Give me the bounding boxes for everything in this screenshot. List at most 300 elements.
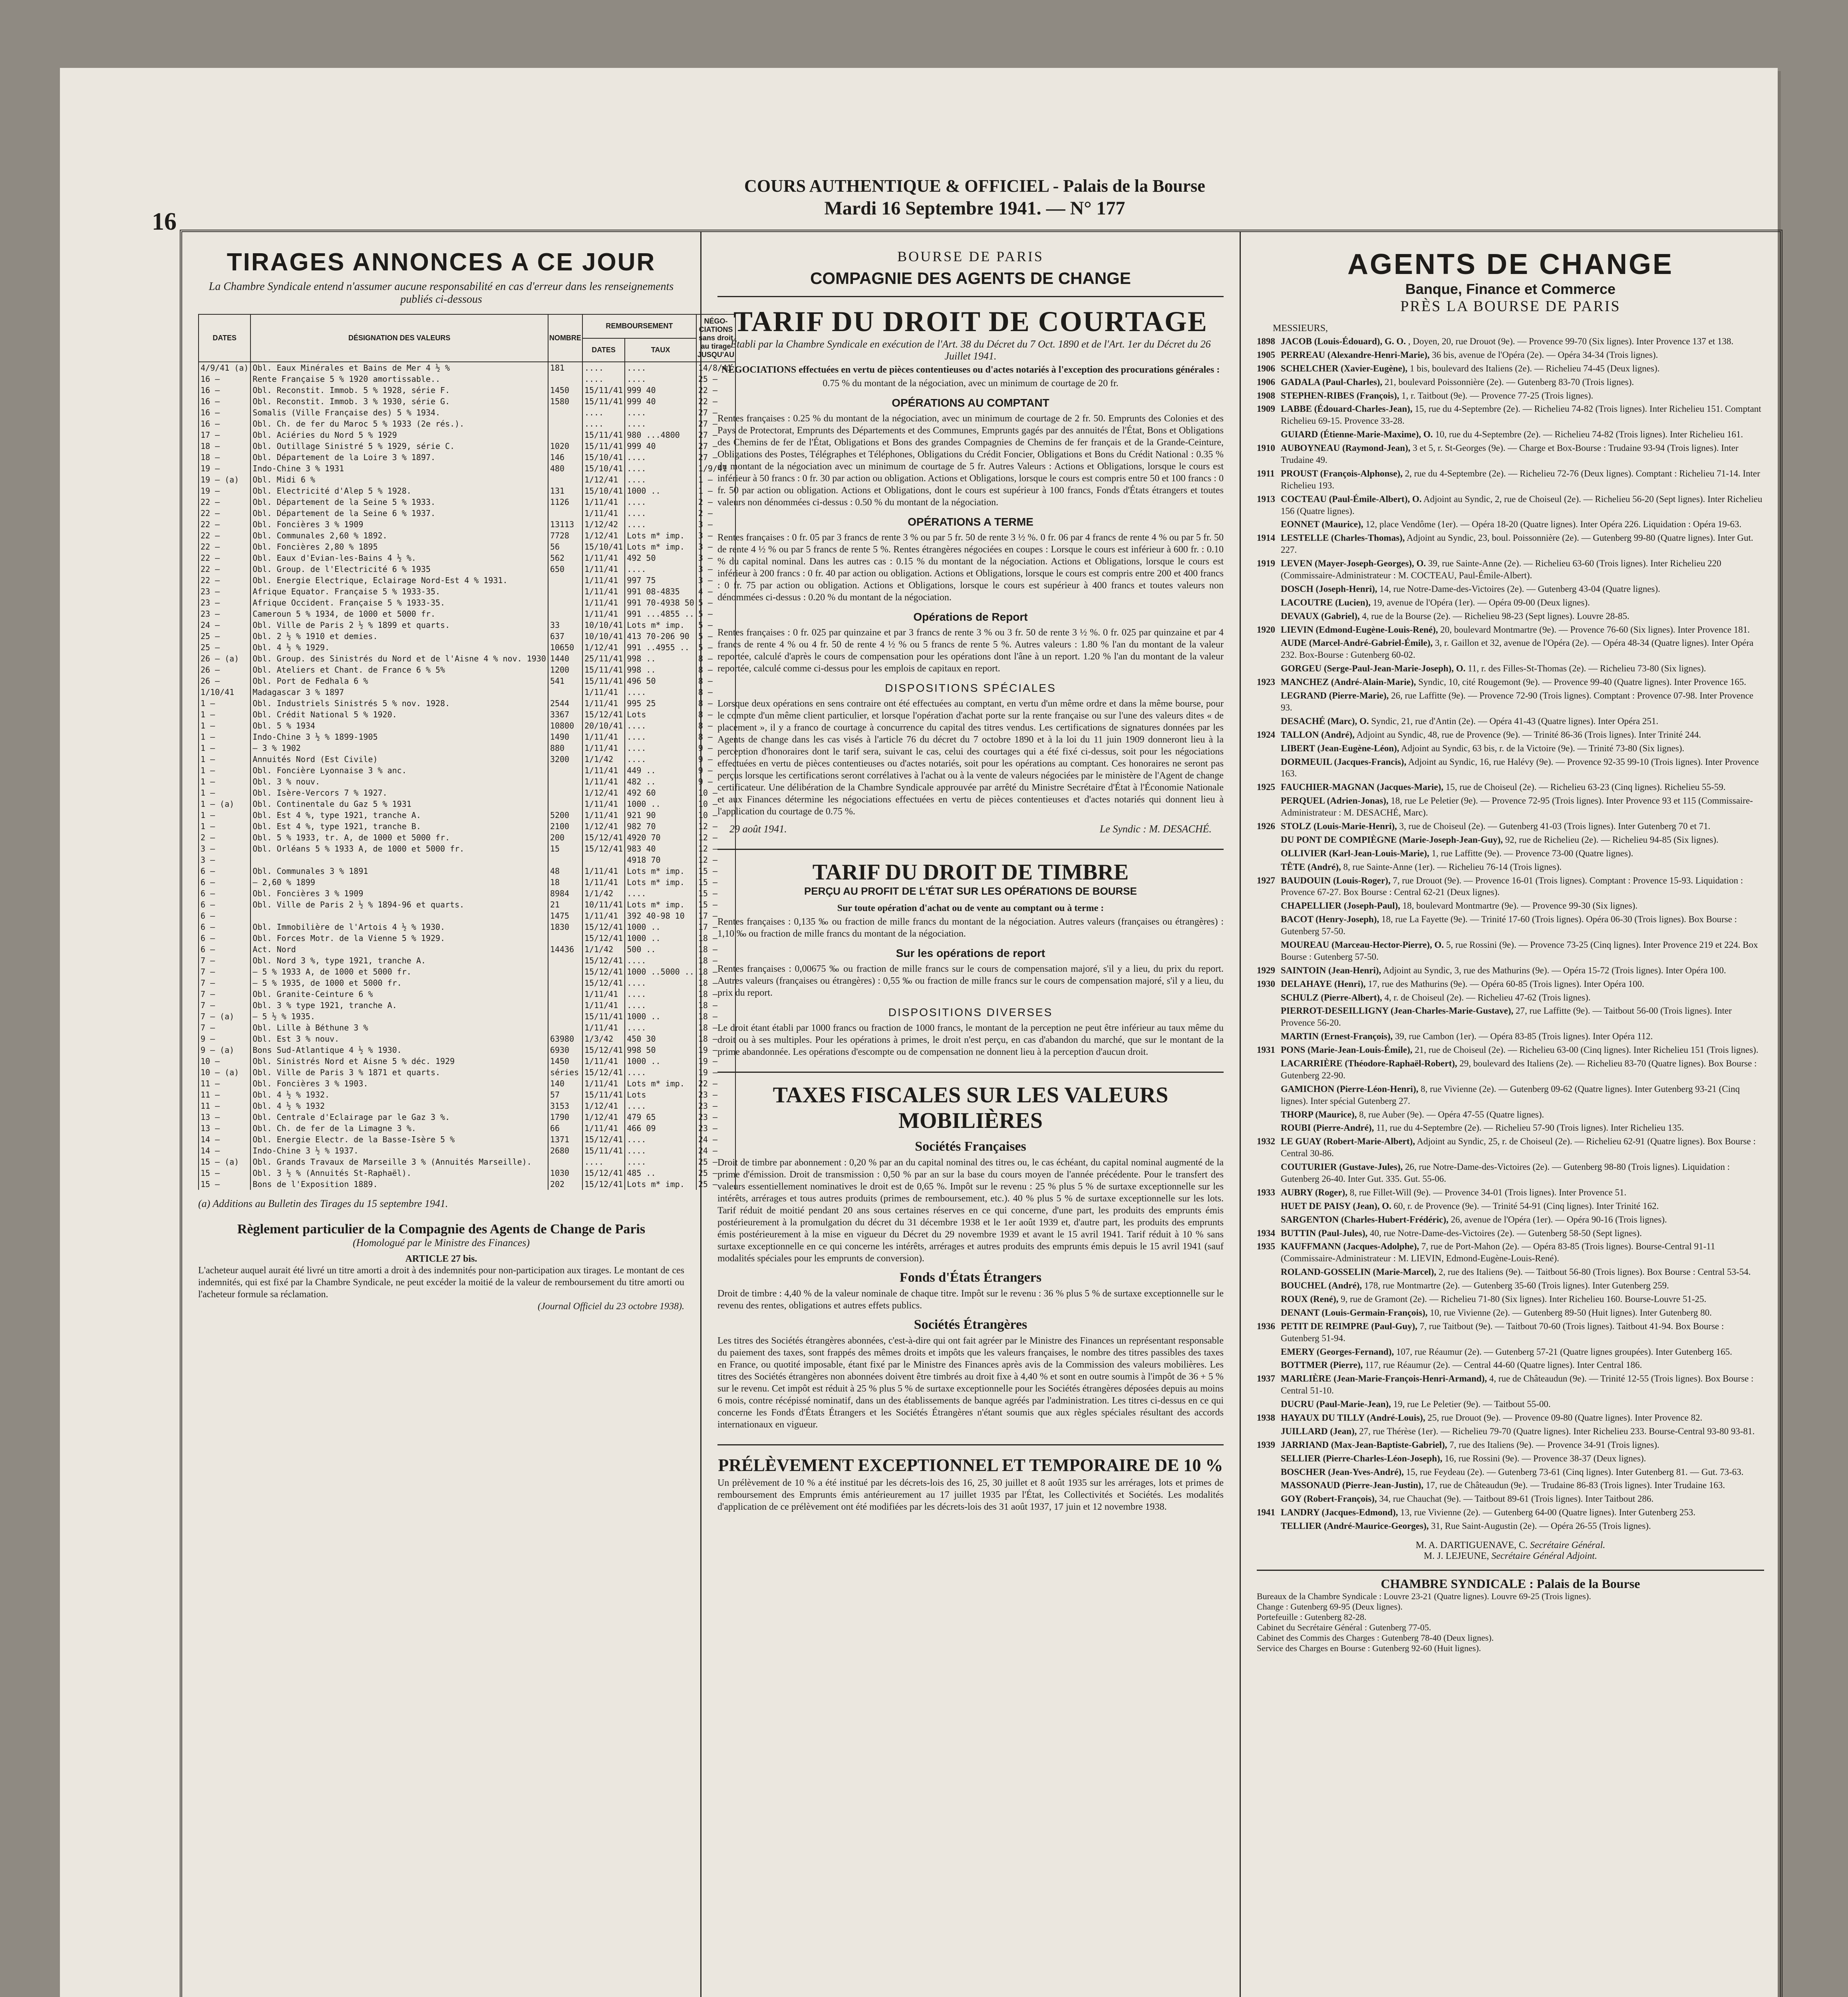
- reglement-title: Règlement particulier de la Compagnie des Agents de Change de Paris: [237, 1222, 646, 1237]
- agent-year: 1941: [1257, 1507, 1275, 1518]
- table-cell: Obl. Foncière Lyonnaise 3 % anc.: [250, 765, 548, 776]
- table-cell: 1371: [548, 1134, 582, 1145]
- table-row: [199, 385, 735, 396]
- table-row: [199, 608, 735, 619]
- taxes-title: TAXES FISCALES SUR LES VALEURS MOBILIÈRES: [717, 1072, 1224, 1133]
- agent-entry: [1257, 1425, 1764, 1437]
- agent-name: MASSONAUD (Pierre-Jean-Justin),: [1281, 1480, 1424, 1491]
- table-cell: Obl. Port de Fedhala 6 %: [250, 675, 548, 687]
- agent-year: [1257, 1083, 1281, 1107]
- agent-entry: [1257, 834, 1764, 846]
- agent-text: [1281, 518, 1741, 530]
- agent-details: 2, rue des Italiens (9e). — Taitbout 56-80 (Trois lignes). Box Bourse : Central 53-54.: [1439, 1267, 1751, 1277]
- agent-year: [1257, 756, 1281, 780]
- agent-text: [1281, 390, 1593, 402]
- table-cell: ....: [625, 519, 696, 530]
- table-cell: ....: [625, 955, 696, 966]
- agent-name: PONS (Marie-Jean-Louis-Émile),: [1281, 1045, 1413, 1055]
- table-cell: 48: [548, 865, 582, 877]
- agent-details: Adjoint au Syndic, 2, rue de Choiseul (2e). — Richelieu 56-20 (Sept lignes). Inter Richelieu 156 (Quatre lignes).: [1281, 494, 1763, 516]
- agent-text: [1281, 493, 1764, 517]
- table-cell: 982 70: [625, 821, 696, 832]
- tirages-subtitle: La Chambre Syndicale entend n'assumer aucune responsabilité en cas d'erreur dans les renseignements publiés ci-dessous: [209, 280, 674, 306]
- agent-year: [1257, 1520, 1281, 1532]
- agent-year: [1257, 597, 1281, 609]
- agent-year: [1257, 1161, 1281, 1185]
- agent-year: 1919: [1257, 558, 1275, 569]
- table-cell: 15/11/41: [582, 396, 625, 407]
- table-row: [199, 441, 735, 452]
- agent-text: [1281, 875, 1764, 899]
- agent-name: MANCHEZ (André-Alain-Marie),: [1281, 677, 1416, 687]
- table-cell: 3 —: [696, 541, 735, 552]
- table-cell: 18 —: [696, 989, 735, 1000]
- agent-year: 1909: [1257, 404, 1275, 414]
- agent-name: LANDRY (Jacques-Edmond),: [1281, 1507, 1398, 1518]
- table-row: [199, 888, 735, 899]
- agent-entry: [1257, 1359, 1764, 1371]
- agent-name: HUET DE PAISY (Jean), O.: [1281, 1201, 1391, 1211]
- agent-details: 12, place Vendôme (1er). — Opéra 18-20 (Quatre lignes). Inter Opéra 226. Liquidation : Opéra 19-63.: [1365, 519, 1742, 530]
- table-cell: — 5 ½ % 1935.: [250, 1011, 548, 1022]
- agent-name: SELLIER (Pierre-Charles-Léon-Joseph),: [1281, 1453, 1443, 1463]
- table-cell: 1/12/41: [582, 787, 625, 798]
- table-cell: 998 50: [625, 1044, 696, 1056]
- table-cell: ....: [625, 418, 696, 429]
- agent-details: 1 bis, boulevard des Italiens (2e). — Richelieu 74-45 (Deux lignes).: [1410, 363, 1660, 373]
- table-cell: Bons de l'Exposition 1889.: [250, 1179, 548, 1190]
- table-cell: 479 65: [625, 1112, 696, 1123]
- table-row: [199, 854, 735, 865]
- agent-name: OLLIVIER (Karl-Jean-Louis-Marie),: [1281, 848, 1429, 858]
- page-header: [695, 176, 1254, 220]
- table-cell: 2680: [548, 1145, 582, 1156]
- table-cell: [548, 474, 582, 485]
- agent-details: 11, rue du 4-Septembre (2e). — Richelieu 57-90 (Trois lignes). Inter Richelieu 135.: [1376, 1123, 1684, 1133]
- table-cell: 26 —: [199, 664, 250, 675]
- agent-year: [1257, 583, 1281, 595]
- agent-text: [1281, 468, 1764, 492]
- table-cell: Obl. Département de la Loire 3 % 1897.: [250, 452, 548, 463]
- table-cell: 22 —: [696, 1078, 735, 1089]
- table-cell: 1 —: [199, 742, 250, 754]
- agent-year: 1913: [1257, 494, 1275, 504]
- table-cell: 1 — (a): [199, 798, 250, 810]
- table-cell: 1000 ..5000 ..: [625, 966, 696, 977]
- table-cell: 1 —: [199, 709, 250, 720]
- table-cell: 1/11/41: [582, 496, 625, 508]
- table-row: [199, 776, 735, 787]
- table-cell: [548, 586, 582, 597]
- timbre-heading: Sur toute opération d'achat ou de vente au comptant ou à terme :: [837, 903, 1104, 913]
- table-cell: 650: [548, 564, 582, 575]
- table-cell: 8 —: [696, 720, 735, 731]
- table-cell: ....: [625, 452, 696, 463]
- table-cell: 10/10/41: [582, 631, 625, 642]
- agent-entry: [1257, 1200, 1764, 1212]
- agent-entry: [1257, 442, 1764, 466]
- table-cell: Lots m* imp.: [625, 1078, 696, 1089]
- table-cell: Obl. Continentale du Gaz 5 % 1931: [250, 798, 548, 810]
- table-cell: 1 —: [199, 821, 250, 832]
- table-row: [199, 496, 735, 508]
- table-cell: Obl. 3 % nouv.: [250, 776, 548, 787]
- agent-year: 1910: [1257, 443, 1275, 453]
- table-cell: Madagascar 3 % 1897: [250, 687, 548, 698]
- table-cell: ....: [625, 1145, 696, 1156]
- table-cell: ....: [625, 1000, 696, 1011]
- agent-name: LIEVIN (Edmond-Eugène-Louis-René),: [1281, 624, 1438, 635]
- table-cell: [548, 798, 582, 810]
- agent-entry: [1257, 729, 1764, 741]
- page-number: 16: [152, 208, 177, 235]
- negociations-rate: 0.75 % du montant de la négociation, avec un minimum de courtage de 20 fr.: [823, 378, 1119, 389]
- table-row: [199, 429, 735, 441]
- table-row: [199, 944, 735, 955]
- agents-location: PRÈS LA BOURSE DE PARIS: [1400, 298, 1621, 315]
- agent-details: , Doyen, 20, rue Drouot (9e). — Provence 99-70 (Six lignes). Inter Provence 137 et 138.: [1408, 336, 1734, 346]
- table-cell: Cameroun 5 % 1934, de 1000 et 5000 fr.: [250, 608, 548, 619]
- table-cell: 3 —: [696, 575, 735, 586]
- table-cell: 23 —: [696, 1112, 735, 1123]
- agent-details: 18, rue La Fayette (9e). — Trinité 17-60 (Trois lignes). Opéra 06-30 (Trois lignes). Box Bourse : Gutenberg 57-50.: [1281, 914, 1737, 937]
- agent-entry: [1257, 1320, 1764, 1344]
- table-cell: 1 —: [696, 485, 735, 496]
- table-cell: ....: [625, 989, 696, 1000]
- agent-details: 18, boulevard Montmartre (9e). — Provence 99-30 (Six lignes).: [1402, 901, 1638, 911]
- table-cell: 4918 70: [625, 854, 696, 865]
- table-row: [199, 798, 735, 810]
- courtage-title: TARIF DU DROIT DE COURTAGE: [717, 296, 1224, 338]
- agent-details: 25, rue Drouot (9e). — Provence 09-80 (Quatre lignes). Inter Provence 82.: [1427, 1413, 1703, 1423]
- col-header-rdates: DATES: [582, 338, 625, 362]
- table-cell: Indo-Chine 3 ½ % 1937.: [250, 1145, 548, 1156]
- chambre-line: Bureaux de la Chambre Syndicale : Louvre 23-21 (Quatre lignes). Louvre 69-25 (Trois lignes).: [1257, 1591, 1591, 1602]
- table-cell: 12 —: [696, 854, 735, 865]
- agent-year: 1905: [1257, 349, 1275, 360]
- agent-details: 40, rue Notre-Dame-des-Victoires (2e). — Gutenberg 58-50 (Sept lignes).: [1370, 1228, 1642, 1238]
- table-cell: 15 — (a): [199, 1156, 250, 1167]
- agent-name: PROUST (François-Alphonse),: [1281, 468, 1403, 478]
- agent-details: 8, rue Auber (9e). — Opéra 47-55 (Quatre lignes).: [1359, 1109, 1544, 1120]
- agent-year: 1931: [1257, 1045, 1275, 1055]
- table-cell: 1/12/41: [582, 642, 625, 653]
- agent-name: AUDE (Marcel-André-Gabriel-Émile),: [1281, 638, 1433, 648]
- table-cell: 11 —: [199, 1100, 250, 1112]
- agent-text: [1281, 1083, 1764, 1107]
- table-row: [199, 396, 735, 407]
- table-cell: ....: [582, 1156, 625, 1167]
- table-cell: 1000 ..: [625, 1011, 696, 1022]
- table-row: [199, 977, 735, 989]
- agent-details: Adjoint au Syndic, 16, rue Halévy (9e). — Provence 92-35 99-10 (Trois lignes). Inter Provence 163.: [1281, 756, 1759, 779]
- table-cell: 1/11/41: [582, 865, 625, 877]
- table-row: [199, 1022, 735, 1033]
- agent-entry: [1257, 663, 1764, 675]
- agent-text: [1281, 597, 1590, 609]
- table-cell: 1/12/41: [582, 1100, 625, 1112]
- table-row: [199, 821, 735, 832]
- agent-details: 7, rue de Port-Mahon (2e). — Opéra 83-85 (Trois lignes). Bourse-Central 91-11 (Commissaire-Administrateur : M. LIEVIN, Edmond-Eugène-Louis-René).: [1281, 1241, 1715, 1264]
- table-cell: Obl. Ateliers et Chant. de France 6 % 5%: [250, 664, 548, 675]
- table-cell: 3 —: [696, 552, 735, 564]
- table-cell: Obl. Ville de Paris 2 ½ % 1894-96 et quarts.: [250, 899, 548, 910]
- chambre-line: Portefeuille : Gutenberg 82-28.: [1257, 1612, 1367, 1622]
- table-row: [199, 1067, 735, 1078]
- negociations-intro: NÉGOCIATIONS effectuées en vertu de pièces contentieuses ou d'actes notariés à l'exception des procurations générales :: [721, 365, 1220, 375]
- table-cell: Obl. Isère-Vercors 7 % 1927.: [250, 787, 548, 798]
- table-cell: 492 60: [625, 787, 696, 798]
- table-cell: 991 08-4835: [625, 586, 696, 597]
- chambre-title: CHAMBRE SYNDICALE : Palais de la Bourse: [1381, 1576, 1640, 1591]
- table-row: [199, 653, 735, 664]
- agent-name: LESTELLE (Charles-Thomas),: [1281, 533, 1405, 543]
- agent-details: 8, rue Sainte-Anne (1er). — Richelieu 76-14 (Trois lignes).: [1343, 862, 1562, 872]
- table-cell: Obl. Est 4 %, type 1921, tranche B.: [250, 821, 548, 832]
- table-cell: 10/11/41: [582, 899, 625, 910]
- societes-francaises-text: Droit de timbre par abonnement : 0,20 % par an du capital nominal des titres ou, le cas échéant, du capital nominal augmenté de la prime d'émission. Droit de transmission : 0,50 % par an sur la base du cours moyen de l'année précédente. Pour le transfert des valeurs essentiellement nominatives le droit est de 0,65 %. Impôt sur le revenu : 25 % plus 5 % de surtaxe exceptionnelle sur les intérêts, arrérages et tous autres produits (primes de remboursement, etc.). 40 % plus 5 % de surtaxe exceptionnelle sur les lots. Tarif réduit de moitié pendant 20 ans sous certaines réserves en ce qui concerne, d'une part, les produits des emprunts émis postérieurement à la promulgation du décret du 31 décembre 1938 et le 1er août 1939 et, d'autre part, les produits des emprunts émis postérieurement à la mise en vigueur du Décret du 29 novembre 1939 et avant le 15 avril 1941. Tarif réduit à 10 % sans surtaxe exceptionnelle en ce qui concerne les intérêts, arrérages et autres produits des emprunts émis depuis le 15 avril 1941 (sauf modalités spéciales pour les emprunts de conversion).: [717, 1157, 1224, 1264]
- table-cell: [548, 1022, 582, 1033]
- agent-entry: [1257, 1044, 1764, 1056]
- agent-name: LACOUTRE (Lucien),: [1281, 597, 1371, 607]
- agent-year: 1911: [1257, 468, 1275, 478]
- table-cell: 24 —: [696, 1145, 735, 1156]
- agent-name: TALLON (André),: [1281, 729, 1355, 740]
- agent-text: [1281, 1398, 1551, 1410]
- agent-name: KAUFFMANN (Jacques-Adolphe),: [1281, 1241, 1419, 1252]
- agent-name: GADALA (Paul-Charles),: [1281, 377, 1383, 387]
- table-cell: 10 —: [696, 798, 735, 810]
- agent-text: [1281, 965, 1726, 977]
- table-cell: Obl. Electricité d'Alep 5 % 1928.: [250, 485, 548, 496]
- agent-text: [1281, 1359, 1642, 1371]
- table-cell: 6 —: [199, 888, 250, 899]
- agent-details: 10, rue Vivienne (2e). — Gutenberg 89-50 (Huit lignes). Inter Gutenberg 80.: [1430, 1307, 1712, 1318]
- agent-entry: [1257, 795, 1764, 819]
- table-cell: 637: [548, 631, 582, 642]
- table-cell: 15/11/41: [582, 1011, 625, 1022]
- table-cell: 1/11/41: [582, 989, 625, 1000]
- table-cell: 27 —: [696, 452, 735, 463]
- agent-year: 1926: [1257, 821, 1275, 831]
- table-cell: ....: [625, 1022, 696, 1033]
- table-cell: ....: [625, 373, 696, 385]
- agent-year: [1257, 1109, 1281, 1121]
- table-cell: 15/11/41: [582, 1145, 625, 1156]
- terme-text: Rentes françaises : 0 fr. 05 par 3 francs de rente 3 % ou par 5 fr. 50 de rente 3 ½ %. 0 fr. 06 par 4 francs de rente 4 % ou par 5 fr. 50 de rente 4 ½ % ou par 5 francs de rente 5 %. Rentes étrangères négociées en coupes : Lorsque le cours est inférieur à 600 fr. : 0.10 % du capital nominal. Dans les autres cas : 0.15 % du montant de la négociation. Actions et Obligations, lorsque le cours est inférieur à 200 francs : 0 fr. 40 par action ou obligation. Actions et Obligations, lorsque le cours est compris entre 200 et 400 francs : 0 fr. 75 par action ou obligation. Actions et Obligations, lorsque le cours est supérieur à 400 francs et toutes valeurs non dénommées ci-dessus : 0.20 % du montant de la négociation.: [717, 532, 1224, 603]
- table-cell: 18 —: [199, 452, 250, 463]
- agent-year: 1938: [1257, 1413, 1275, 1423]
- agent-entry: [1257, 715, 1764, 727]
- table-cell: 9 —: [696, 754, 735, 765]
- table-cell: 999 40: [625, 385, 696, 396]
- table-cell: 22 —: [199, 541, 250, 552]
- table-cell: 2544: [548, 698, 582, 709]
- agent-text: [1281, 848, 1633, 860]
- agent-details: 21, rue de Choiseul (2e). — Richelieu 63-00 (Cinq lignes). Inter Richelieu 151 (Trois lignes).: [1415, 1045, 1759, 1055]
- table-cell: 1450: [548, 385, 582, 396]
- table-cell: 1/11/41: [582, 1000, 625, 1011]
- chambre-line: Service des Charges en Bourse : Gutenberg 92-60 (Huit lignes).: [1257, 1643, 1481, 1654]
- table-row: [199, 1167, 735, 1179]
- table-cell: 23 —: [696, 1123, 735, 1134]
- table-cell: 1/11/41: [582, 742, 625, 754]
- table-cell: 1580: [548, 396, 582, 407]
- agent-text: [1281, 624, 1750, 636]
- table-cell: 19 —: [199, 463, 250, 474]
- table-cell: Indo-Chine 3 ½ % 1899-1905: [250, 731, 548, 742]
- table-cell: 24 —: [696, 1134, 735, 1145]
- agent-details: 16, rue Rossini (9e). — Provence 38-37 (Deux lignes).: [1445, 1453, 1646, 1463]
- table-row: [199, 418, 735, 429]
- agent-text: [1281, 939, 1764, 963]
- agent-name: ROLAND-GOSSELIN (Marie-Marcel),: [1281, 1267, 1437, 1277]
- agent-name: TELLIER (André-Maurice-Georges),: [1281, 1521, 1429, 1531]
- journal-reference: (Journal Officiel du 23 octobre 1938).: [537, 1301, 684, 1312]
- timbre-report-heading: Sur les opérations de report: [896, 947, 1045, 959]
- agent-entry: [1257, 875, 1764, 899]
- agent-year: 1908: [1257, 390, 1275, 401]
- table-cell: 19 —: [696, 1056, 735, 1067]
- agent-entry: [1257, 1187, 1764, 1199]
- agent-text: [1281, 335, 1733, 347]
- table-cell: Obl. Centrale d'Eclairage par le Gaz 3 %.: [250, 1112, 548, 1123]
- table-cell: Obl. Forces Motr. de la Vienne 5 % 1929.: [250, 933, 548, 944]
- table-cell: 6 —: [199, 865, 250, 877]
- table-cell: 6930: [548, 1044, 582, 1056]
- table-cell: 1/12/41: [582, 530, 625, 541]
- table-cell: Obl. Orléans 5 % 1933 A, de 1000 et 5000 fr.: [250, 843, 548, 854]
- table-cell: 980 ...4800: [625, 429, 696, 441]
- header-date: Mardi 16 Septembre 1941. — N° 177: [824, 197, 1125, 219]
- agent-year: [1257, 637, 1281, 661]
- section-terme: OPÉRATIONS A TERME: [908, 516, 1033, 528]
- table-row: [199, 910, 735, 921]
- table-cell: 413 70-206 90: [625, 631, 696, 642]
- table-cell: 22 —: [199, 552, 250, 564]
- table-cell: [582, 854, 625, 865]
- table-cell: 13113: [548, 519, 582, 530]
- table-cell: 1020: [548, 441, 582, 452]
- table-row: [199, 765, 735, 776]
- agent-text: [1281, 1307, 1712, 1319]
- agent-entry: [1257, 742, 1764, 754]
- agent-text: [1281, 1439, 1659, 1451]
- table-row: [199, 1100, 735, 1112]
- agent-details: 4, rue de la Bourse (2e). — Richelieu 98-23 (Sept lignes). Louvre 28-85.: [1362, 611, 1629, 621]
- table-cell: 8984: [548, 888, 582, 899]
- agent-year: 1920: [1257, 624, 1275, 635]
- table-cell: séries: [548, 1067, 582, 1078]
- table-cell: 15/12/41: [582, 1167, 625, 1179]
- table-cell: 1/10/41: [199, 687, 250, 698]
- table-cell: ....: [625, 1156, 696, 1167]
- table-cell: [548, 955, 582, 966]
- table-cell: 1/11/41: [582, 798, 625, 810]
- table-cell: 25 —: [696, 1156, 735, 1167]
- agent-details: 29, boulevard des Italiens (2e). — Richelieu 83-70 (Quatre lignes). Box Bourse : Gutenberg 22-90.: [1281, 1058, 1757, 1080]
- table-row: [199, 955, 735, 966]
- header-title: COURS AUTHENTIQUE & OFFICIEL - Palais de la Bourse: [744, 176, 1205, 196]
- table-cell: Obl. Crédit National 5 % 1920.: [250, 709, 548, 720]
- agent-text: [1281, 1280, 1669, 1292]
- table-cell: 2100: [548, 821, 582, 832]
- table-cell: 25 —: [199, 642, 250, 653]
- table-row: [199, 530, 735, 541]
- table-cell: 2 —: [696, 508, 735, 519]
- table-cell: 22 —: [199, 508, 250, 519]
- table-cell: Annuités Nord (Est Civile): [250, 754, 548, 765]
- agent-details: 20, boulevard Montmartre (9e). — Provence 76-60 (Six lignes). Inter Provence 181.: [1440, 624, 1750, 635]
- table-row: [199, 966, 735, 977]
- table-row: [199, 709, 735, 720]
- table-row: [199, 810, 735, 821]
- agent-details: 5, rue Rossini (9e). — Provence 73-25 (Cinq lignes). Inter Provence 219 et 224. Box Bourse : Gutenberg 57-50.: [1281, 939, 1758, 962]
- agent-name: BOTTMER (Pierre),: [1281, 1360, 1363, 1370]
- agent-entry: [1257, 1005, 1764, 1029]
- table-cell: Obl. Reconstit. Immob. 5 % 1928, série F.: [250, 385, 548, 396]
- agents-title: AGENTS DE CHANGE: [1347, 248, 1674, 280]
- agent-text: [1281, 1187, 1626, 1199]
- table-cell: ....: [625, 720, 696, 731]
- agent-text: [1281, 1135, 1764, 1159]
- table-row: [199, 754, 735, 765]
- table-cell: 10/10/41: [582, 619, 625, 631]
- table-cell: 56: [548, 541, 582, 552]
- agent-text: [1281, 729, 1701, 741]
- table-cell: 466 09: [625, 1123, 696, 1134]
- agent-name: STOLZ (Louis-Marie-Henri),: [1281, 821, 1397, 831]
- agent-name: JARRIAND (Max-Jean-Baptiste-Gabriel),: [1281, 1439, 1447, 1450]
- table-cell: 25/11/41: [582, 653, 625, 664]
- table-cell: Obl. 4 ½ % 1932.: [250, 1089, 548, 1100]
- agent-text: [1281, 1412, 1702, 1424]
- table-cell: 18 —: [696, 977, 735, 989]
- table-cell: 18 —: [696, 1011, 735, 1022]
- table-cell: 1450: [548, 1056, 582, 1067]
- agent-name: DELAHAYE (Henri),: [1281, 979, 1366, 989]
- table-cell: 6 —: [199, 944, 250, 955]
- agent-entry: [1257, 1227, 1764, 1239]
- agent-text: [1281, 583, 1660, 595]
- agent-name: LEGRAND (Pierre-Marie),: [1281, 691, 1389, 701]
- table-cell: Obl. Lille à Béthune 3 %: [250, 1022, 548, 1033]
- table-cell: Obl. Foncières 3 % 1909: [250, 888, 548, 899]
- table-cell: Obl. Foncières 3 % 1909: [250, 519, 548, 530]
- table-cell: ....: [625, 508, 696, 519]
- table-cell: 1 —: [199, 765, 250, 776]
- table-cell: 1/1/42: [582, 888, 625, 899]
- table-cell: 22 —: [199, 530, 250, 541]
- table-cell: ....: [582, 373, 625, 385]
- table-cell: 1/11/41: [582, 810, 625, 821]
- table-cell: 27 —: [696, 418, 735, 429]
- table-cell: 6 —: [199, 877, 250, 888]
- agent-name: COUTURIER (Gustave-Jules),: [1281, 1162, 1403, 1172]
- table-cell: 562: [548, 552, 582, 564]
- agent-details: 34, rue Chauchat (9e). — Taitbout 89-61 (Trois lignes). Inter Taitbout 286.: [1379, 1494, 1654, 1504]
- table-cell: 5 —: [696, 631, 735, 642]
- table-cell: 17 —: [696, 921, 735, 933]
- agent-details: 8, rue Fillet-Will (9e). — Provence 34-01 (Trois lignes). Inter Provence 51.: [1349, 1187, 1627, 1197]
- table-cell: 6 —: [199, 921, 250, 933]
- agent-details: Adjoint au Syndic, 3, rue des Mathurins (9e). — Opéra 15-72 (Trois lignes). Inter Opéra 100.: [1383, 965, 1726, 975]
- agent-details: 17, rue de Châteaudun (9e). — Trudaine 86-83 (Trois lignes). Inter Trudaine 163.: [1426, 1480, 1725, 1491]
- table-cell: 15 —: [696, 899, 735, 910]
- agent-entry: [1257, 690, 1764, 714]
- agent-entry: [1257, 1293, 1764, 1305]
- table-cell: 202: [548, 1179, 582, 1190]
